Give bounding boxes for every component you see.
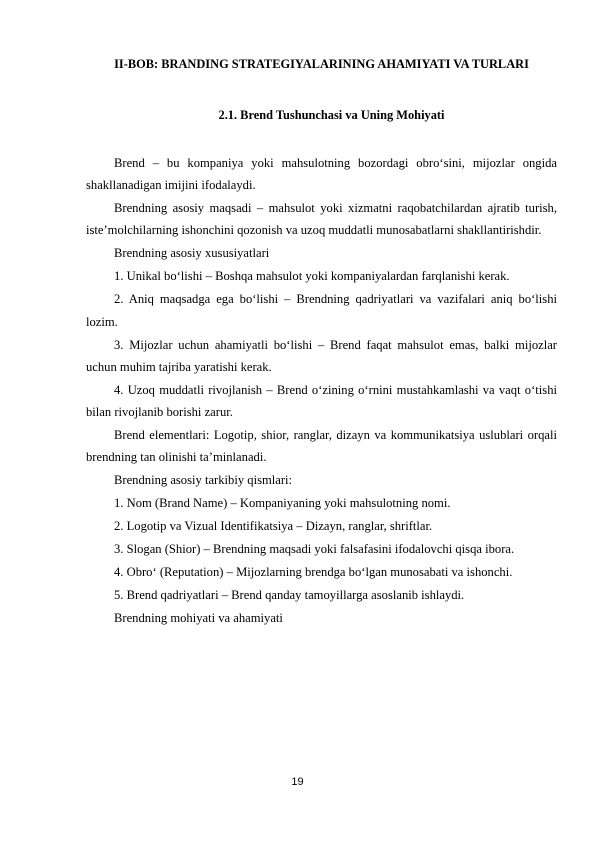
paragraph-brand-definition: Brend – bu kompaniya yoki mahsulotning bozordagi obro‘sini, mijozlar ongida shakllanadigan imijini ifodalaydi. [86, 156, 557, 193]
section-title: 2.1. Brend Tushunchasi va Uning Mohiyati [218, 108, 445, 122]
paragraph-brand-purpose: Brendning asosiy maqsadi – mahsulot yoki xizmatni raqobatchilardan ajratib turish, iste’molchilarning ishonchini qozonish va uzoq muddatli munosabatlarni shakllantirishdir. [86, 201, 557, 238]
list-item-clear-goal: 2. Aniq maqsadga ega bo‘lishi – Brendning qadriyatlari va vazifalari aniq bo‘lishi lozim. [86, 292, 557, 329]
list-item-logo: 2. Logotip va Vizual Identifikatsiya – Dizayn, ranglar, shriftlar. [114, 519, 433, 534]
body-text [86, 152, 557, 630]
chapter-title: II-BOB: BRANDING STRATEGIYALARINING AHAMIYATI VA TURLARI [114, 57, 529, 71]
paragraph-components-heading: Brendning asosiy tarkibiy qismlari: [114, 473, 293, 488]
list-item-name: 1. Nom (Brand Name) – Kompaniyaning yoki mahsulotning nomi. [114, 496, 451, 511]
list-item-values: 5. Brend qadriyatlari – Brend qanday tamoyillarga asoslanib ishlaydi. [114, 588, 465, 603]
paragraph-essence-heading: Brendning mohiyati va ahamiyati [114, 611, 283, 626]
list-item-unique: 1. Unikal bo‘lishi – Boshqa mahsulot yoki kompaniyalardan farqlanishi kerak. [114, 269, 510, 284]
paragraph-features-heading: Brendning asosiy xususiyatlari [114, 246, 270, 261]
list-item-reputation: 4. Obro‘ (Reputation) – Mijozlarning brendga bo‘lgan munosabati va ishonchi. [114, 565, 513, 580]
page-number: 19 [291, 776, 304, 788]
list-item-customer-value: 3. Mijozlar uchun ahamiyatli bo‘lishi – Brend faqat mahsulot emas, balki mijozlar uchun muhim tajriba yaratishi kerak. [86, 337, 557, 374]
list-item-long-term: 4. Uzoq muddatli rivojlanish – Brend o‘zining o‘rnini mustahkamlashi va vaqt o‘tishi bilan rivojlanib borishi zarur. [86, 382, 557, 420]
list-item-slogan: 3. Slogan (Shior) – Brendning maqsadi yoki falsafasini ifodalovchi qisqa ibora. [114, 542, 515, 557]
paragraph-brand-elements: Brend elementlari: Logotip, shior, ranglar, dizayn va kommunikatsiya uslublari orqali brendning tan olinishi ta’minlanadi. [86, 428, 557, 465]
